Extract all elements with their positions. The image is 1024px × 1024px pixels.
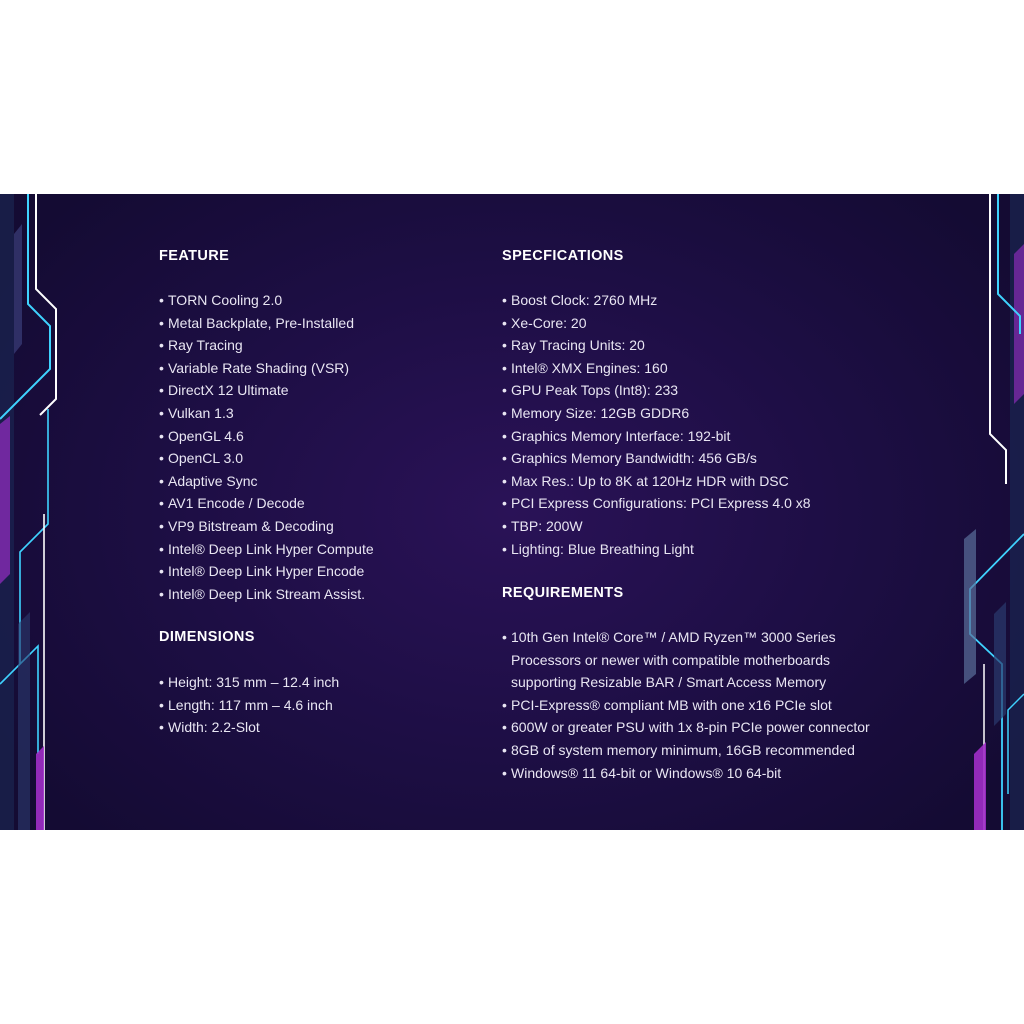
list-item: • Memory Size: 12GB GDDR6 [502,402,811,425]
list-item: • Intel® Deep Link Stream Assist. [159,583,374,606]
feature-heading: FEATURE [159,248,230,264]
list-item: • TBP: 200W [502,515,811,538]
dimensions-heading: DIMENSIONS [159,629,255,645]
specifications-heading: SPECFICATIONS [502,248,624,264]
list-item: • 8GB of system memory minimum, 16GB recommended [502,739,870,762]
dimensions-list [159,671,339,739]
list-item-continuation: Processors or newer with compatible motherboards [511,651,831,668]
feature-list [159,289,374,605]
list-item: • Ray Tracing [159,334,374,357]
list-item: • PCI Express Configurations: PCI Express 4.0 x8 [502,492,811,515]
list-item: • Graphics Memory Bandwidth: 456 GB/s [502,447,811,470]
list-item: • AV1 Encode / Decode [159,492,374,515]
requirements-list [502,626,870,784]
list-item-continuation: supporting Resizable BAR / Smart Access Memory [511,674,827,691]
specifications-list [502,289,811,560]
list-item: • 10th Gen Intel® Core™ / AMD Ryzen™ 3000 Series [502,626,870,649]
spec-banner [0,194,1024,830]
list-item: • 600W or greater PSU with 1x 8-pin PCIe power connector [502,716,870,739]
list-item: • Variable Rate Shading (VSR) [159,357,374,380]
list-item: • Intel® Deep Link Hyper Compute [159,538,374,561]
list-item: • Max Res.: Up to 8K at 120Hz HDR with DSC [502,470,811,493]
list-item: • Length: 117 mm – 4.6 inch [159,694,339,717]
right-circuit-decoration [964,194,1024,830]
list-item: • Metal Backplate, Pre-Installed [159,312,374,335]
list-item: • OpenGL 4.6 [159,425,374,448]
list-item: • Width: 2.2-Slot [159,716,339,739]
list-item: • Graphics Memory Interface: 192-bit [502,425,811,448]
list-item: • GPU Peak Tops (Int8): 233 [502,379,811,402]
requirements-heading: REQUIREMENTS [502,585,624,601]
list-item: • Vulkan 1.3 [159,402,374,425]
list-item: • Intel® Deep Link Hyper Encode [159,560,374,583]
list-item: • Ray Tracing Units: 20 [502,334,811,357]
list-item: • VP9 Bitstream & Decoding [159,515,374,538]
list-item: • Windows® 11 64-bit or Windows® 10 64-bit [502,762,870,785]
list-item: • Height: 315 mm – 12.4 inch [159,671,339,694]
left-circuit-decoration [0,194,60,830]
list-item: • Intel® XMX Engines: 160 [502,357,811,380]
list-item: • Xe-Core: 20 [502,312,811,335]
list-item: • Adaptive Sync [159,470,374,493]
list-item: • PCI-Express® compliant MB with one x16 PCIe slot [502,694,870,717]
list-item: • Lighting: Blue Breathing Light [502,538,811,561]
list-item: • DirectX 12 Ultimate [159,379,374,402]
list-item: • Boost Clock: 2760 MHz [502,289,811,312]
list-item: • TORN Cooling 2.0 [159,289,374,312]
list-item: • OpenCL 3.0 [159,447,374,470]
